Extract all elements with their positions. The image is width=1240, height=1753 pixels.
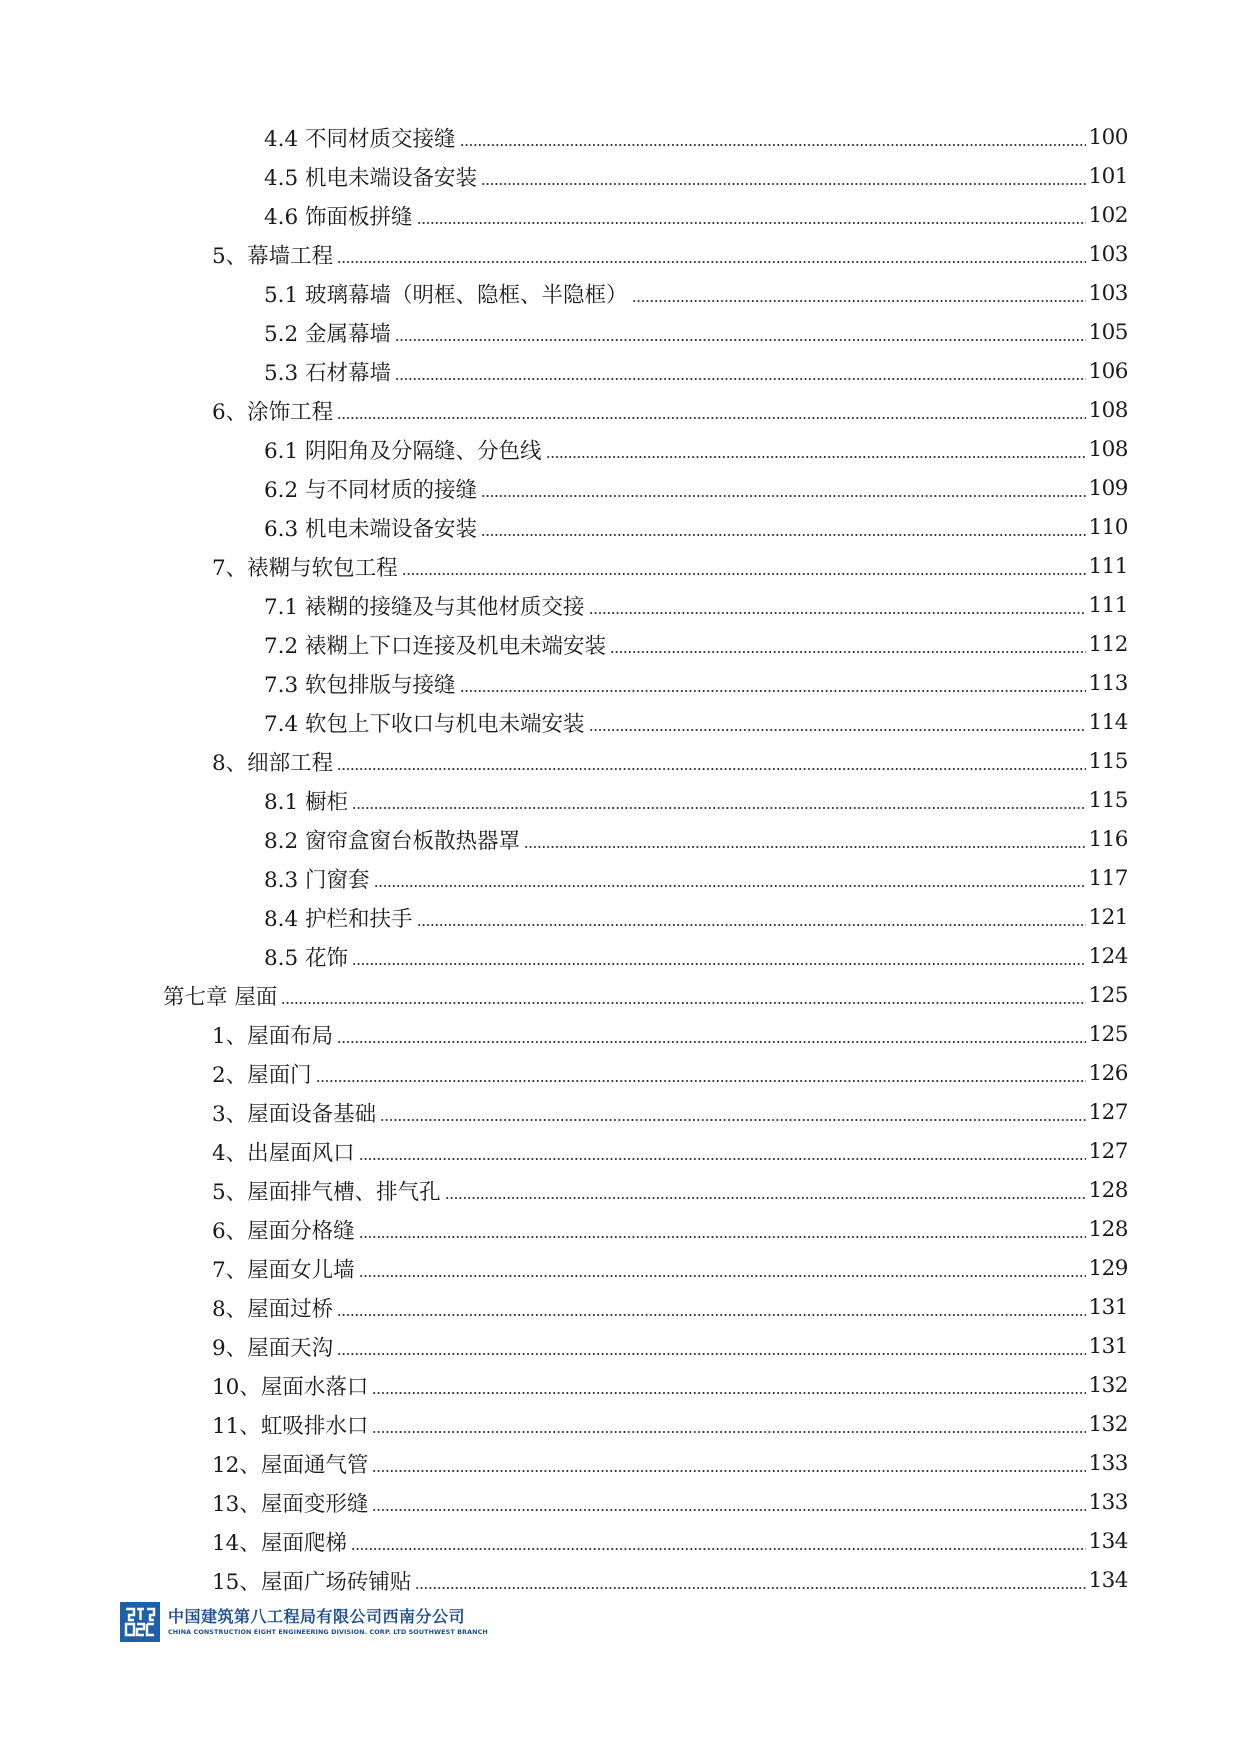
toc-entry-title: 11、虹吸排水口 [212, 1414, 369, 1439]
dot-leader [402, 573, 1086, 575]
toc-entry[interactable] [0, 118, 1240, 157]
toc-entry-title: 6.2 与不同材质的接缝 [264, 478, 478, 503]
toc-entry-page-number: 110 [1088, 515, 1128, 540]
dot-leader [352, 963, 1086, 965]
toc-entry[interactable] [0, 1132, 1240, 1171]
toc-entry-title: 10、屋面水落口 [212, 1375, 369, 1400]
toc-entry[interactable] [0, 235, 1240, 274]
toc-entry[interactable] [0, 820, 1240, 859]
toc-entry-title: 14、屋面爬梯 [212, 1531, 347, 1556]
toc-entry-page-number: 114 [1088, 710, 1128, 735]
dot-leader [352, 807, 1086, 809]
toc-entry[interactable] [0, 1210, 1240, 1249]
toc-entry[interactable] [0, 1522, 1240, 1561]
dot-leader [351, 1548, 1086, 1550]
toc-entry-page-number: 103 [1088, 281, 1128, 306]
toc-entry-title: 4.4 不同材质交接缝 [264, 127, 456, 152]
toc-entry-title: 13、屋面变形缝 [212, 1492, 369, 1517]
toc-entry-title: 7、裱糊与软包工程 [212, 556, 398, 581]
toc-entry[interactable] [0, 1444, 1240, 1483]
toc-entry-title: 6.3 机电未端设备安装 [264, 517, 478, 542]
table-of-contents [0, 118, 1240, 1600]
dot-leader [337, 261, 1086, 263]
toc-entry-page-number: 117 [1088, 866, 1128, 891]
toc-entry-page-number: 105 [1088, 320, 1128, 345]
toc-entry-page-number: 128 [1088, 1178, 1128, 1203]
toc-entry-page-number: 101 [1088, 164, 1128, 189]
toc-entry-page-number: 113 [1088, 671, 1128, 696]
toc-entry-title: 9、屋面天沟 [212, 1336, 334, 1361]
toc-entry-title: 8.5 花饰 [264, 946, 349, 971]
toc-entry[interactable] [0, 1288, 1240, 1327]
dot-leader [481, 183, 1086, 185]
toc-entry[interactable] [0, 1561, 1240, 1600]
toc-entry[interactable] [0, 742, 1240, 781]
toc-entry-title: 8.3 门窗套 [264, 868, 370, 893]
toc-entry-title: 7、屋面女儿墙 [212, 1258, 355, 1283]
dot-leader [374, 885, 1086, 887]
dot-leader [337, 768, 1086, 770]
toc-entry[interactable] [0, 703, 1240, 742]
company-name-en: CHINA CONSTRUCTION EIGHT ENGINEERING DIVISION. CORP. LTD SOUTHWEST BRANCH [168, 1628, 488, 1636]
toc-entry[interactable] [0, 1093, 1240, 1132]
dot-leader [417, 924, 1086, 926]
toc-entry[interactable] [0, 313, 1240, 352]
toc-entry[interactable] [0, 274, 1240, 313]
dot-leader [372, 1392, 1086, 1394]
dot-leader [546, 456, 1086, 458]
toc-entry-title: 5.2 金属幕墙 [264, 322, 392, 347]
dot-leader [316, 1080, 1086, 1082]
toc-entry[interactable] [0, 781, 1240, 820]
toc-entry-page-number: 109 [1088, 476, 1128, 501]
dot-leader [395, 378, 1086, 380]
toc-entry-title: 7.2 裱糊上下口连接及机电未端安装 [264, 634, 607, 659]
toc-entry-page-number: 115 [1088, 788, 1128, 813]
dot-leader [359, 1158, 1086, 1160]
toc-entry-page-number: 131 [1088, 1334, 1128, 1359]
dot-leader [481, 534, 1086, 536]
toc-entry-title: 7.1 裱糊的接缝及与其他材质交接 [264, 595, 585, 620]
toc-entry-page-number: 103 [1088, 242, 1128, 267]
company-name-cn: 中国建筑第八工程局有限公司西南分公司 [168, 1607, 466, 1626]
toc-entry-title: 5、幕墙工程 [212, 244, 334, 269]
toc-entry-page-number: 133 [1088, 1451, 1128, 1476]
toc-entry-page-number: 100 [1088, 125, 1128, 150]
dot-leader [372, 1431, 1086, 1433]
dot-leader [372, 1470, 1086, 1472]
dot-leader [380, 1119, 1086, 1121]
toc-entry-page-number: 115 [1088, 749, 1128, 774]
toc-entry[interactable] [0, 1171, 1240, 1210]
toc-entry[interactable] [0, 196, 1240, 235]
toc-entry[interactable] [0, 586, 1240, 625]
dot-leader [632, 300, 1086, 302]
toc-entry-page-number: 127 [1088, 1100, 1128, 1125]
toc-entry-title: 8.1 橱柜 [264, 790, 349, 815]
toc-entry-page-number: 133 [1088, 1490, 1128, 1515]
toc-entry[interactable] [0, 1366, 1240, 1405]
dot-leader [610, 651, 1086, 653]
dot-leader [481, 495, 1086, 497]
toc-entry-title: 6.1 阴阳角及分隔缝、分色线 [264, 439, 542, 464]
toc-entry-page-number: 112 [1088, 632, 1128, 657]
dot-leader [337, 417, 1086, 419]
toc-entry-page-number: 127 [1088, 1139, 1128, 1164]
toc-entry-page-number: 125 [1088, 983, 1128, 1008]
dot-leader [337, 1041, 1086, 1043]
toc-entry-page-number: 121 [1088, 905, 1128, 930]
toc-entry-page-number: 108 [1088, 398, 1128, 423]
toc-entry[interactable] [0, 664, 1240, 703]
toc-entry-page-number: 116 [1088, 827, 1128, 852]
toc-entry[interactable] [0, 1405, 1240, 1444]
toc-entry[interactable] [0, 391, 1240, 430]
toc-entry-page-number: 125 [1088, 1022, 1128, 1047]
toc-entry-page-number: 102 [1088, 203, 1128, 228]
toc-entry[interactable] [0, 508, 1240, 547]
toc-entry-title: 第七章 屋面 [163, 985, 278, 1010]
dot-leader [415, 1587, 1086, 1589]
toc-entry[interactable] [0, 1054, 1240, 1093]
toc-entry-title: 5、屋面排气槽、排气孔 [212, 1180, 441, 1205]
dot-leader [589, 729, 1086, 731]
toc-entry-title: 8.4 护栏和扶手 [264, 907, 413, 932]
toc-entry-title: 4.6 饰面板拼缝 [264, 205, 413, 230]
toc-entry[interactable] [0, 1327, 1240, 1366]
toc-entry-page-number: 108 [1088, 437, 1128, 462]
toc-entry[interactable] [0, 859, 1240, 898]
toc-entry-title: 7.4 软包上下收口与机电未端安装 [264, 712, 585, 737]
toc-entry-title: 8、屋面过桥 [212, 1297, 334, 1322]
toc-entry[interactable] [0, 1483, 1240, 1522]
dot-leader [281, 1002, 1086, 1004]
page-footer [120, 1602, 488, 1642]
toc-entry-page-number: 128 [1088, 1217, 1128, 1242]
toc-entry-title: 2、屋面门 [212, 1063, 312, 1088]
dot-leader [359, 1275, 1086, 1277]
toc-entry-title: 12、屋面通气管 [212, 1453, 369, 1478]
toc-entry[interactable] [0, 547, 1240, 586]
dot-leader [589, 612, 1086, 614]
dot-leader [359, 1236, 1086, 1238]
toc-entry-title: 6、屋面分格缝 [212, 1219, 355, 1244]
toc-entry[interactable] [0, 430, 1240, 469]
dot-leader [372, 1509, 1086, 1511]
dot-leader [337, 1353, 1086, 1355]
toc-entry-page-number: 126 [1088, 1061, 1128, 1086]
toc-entry-title: 8.2 窗帘盒窗台板散热器罩 [264, 829, 521, 854]
dot-leader [460, 690, 1086, 692]
toc-entry[interactable] [0, 625, 1240, 664]
toc-entry[interactable] [0, 1015, 1240, 1054]
toc-entry-title: 15、屋面广场砖铺贴 [212, 1570, 412, 1595]
toc-entry-title: 3、屋面设备基础 [212, 1102, 377, 1127]
toc-entry[interactable] [0, 1249, 1240, 1288]
dot-leader [524, 846, 1086, 848]
toc-entry-page-number: 106 [1088, 359, 1128, 384]
toc-entry-page-number: 131 [1088, 1295, 1128, 1320]
toc-entry-page-number: 124 [1088, 944, 1128, 969]
toc-entry-title: 8、细部工程 [212, 751, 334, 776]
toc-entry-page-number: 111 [1088, 593, 1128, 618]
dot-leader [460, 144, 1086, 146]
toc-entry[interactable] [0, 976, 1240, 1015]
toc-entry[interactable] [0, 898, 1240, 937]
toc-entry-title: 4.5 机电未端设备安装 [264, 166, 478, 191]
toc-entry-page-number: 134 [1088, 1568, 1128, 1593]
toc-entry-title: 5.1 玻璃幕墙（明框、隐框、半隐框） [264, 283, 628, 308]
toc-entry[interactable] [0, 157, 1240, 196]
toc-entry[interactable] [0, 469, 1240, 508]
toc-entry-page-number: 132 [1088, 1373, 1128, 1398]
toc-entry[interactable] [0, 937, 1240, 976]
toc-entry-page-number: 129 [1088, 1256, 1128, 1281]
toc-entry-title: 1、屋面布局 [212, 1024, 334, 1049]
toc-entry-page-number: 134 [1088, 1529, 1128, 1554]
toc-entry-page-number: 111 [1088, 554, 1128, 579]
toc-entry[interactable] [0, 352, 1240, 391]
toc-entry-title: 6、涂饰工程 [212, 400, 334, 425]
toc-entry-title: 7.3 软包排版与接缝 [264, 673, 456, 698]
toc-entry-page-number: 132 [1088, 1412, 1128, 1437]
toc-entry-title: 5.3 石材幕墙 [264, 361, 392, 386]
dot-leader [417, 222, 1086, 224]
dot-leader [395, 339, 1086, 341]
dot-leader [445, 1197, 1086, 1199]
dot-leader [337, 1314, 1086, 1316]
cscec-logo-icon [120, 1602, 160, 1642]
toc-entry-title: 4、出屋面风口 [212, 1141, 355, 1166]
